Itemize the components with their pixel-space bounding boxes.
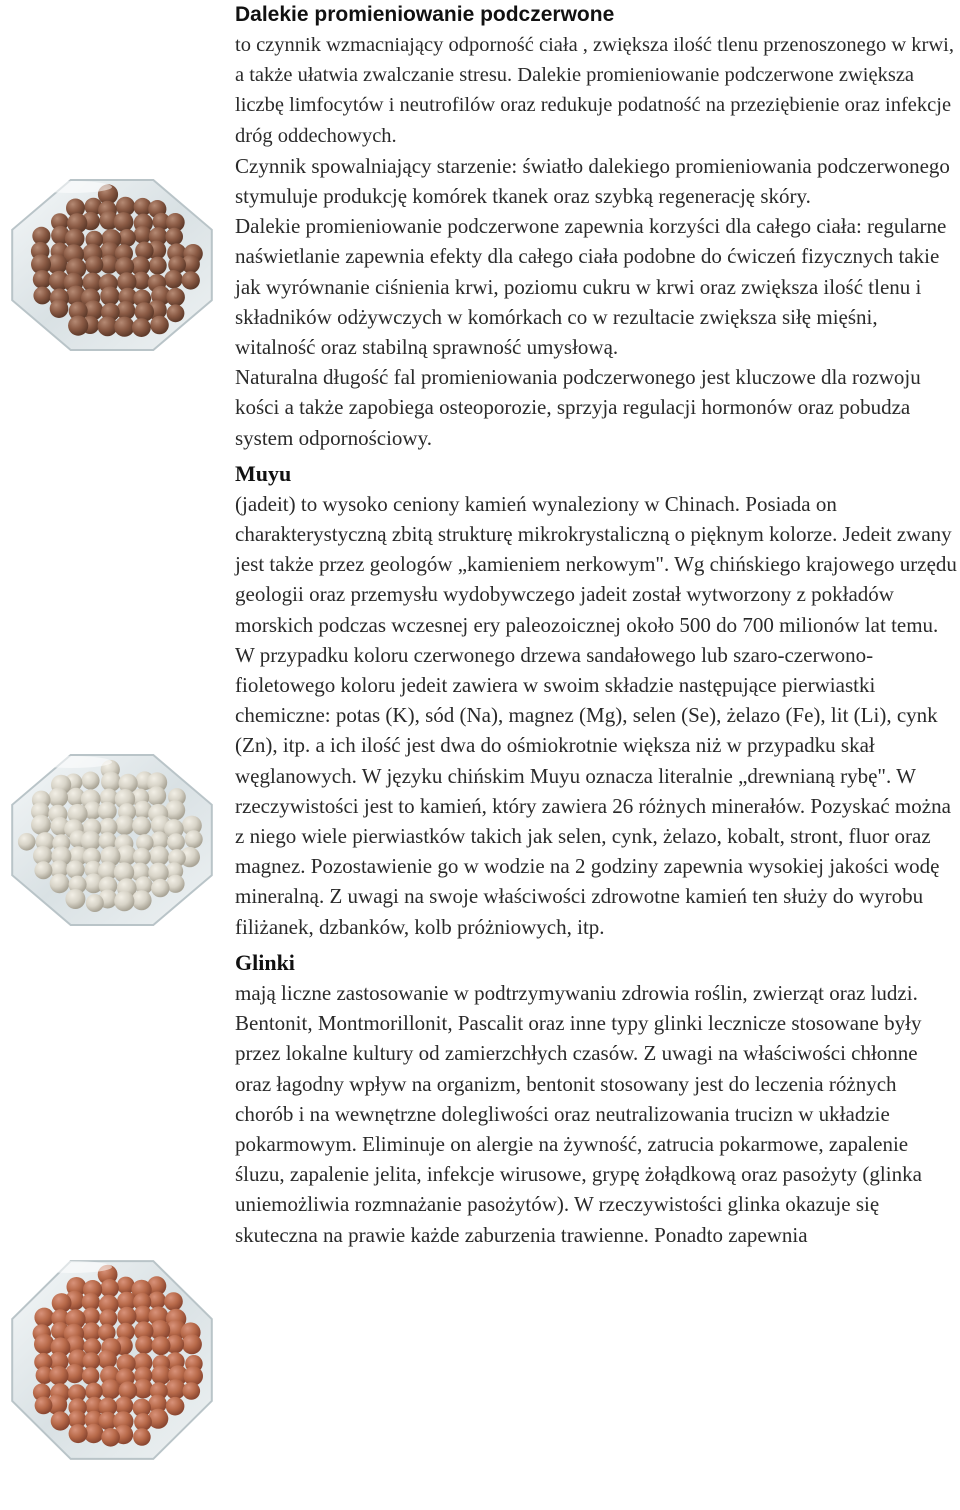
ceramic-ball — [50, 874, 70, 894]
ceramic-ball — [49, 1366, 68, 1385]
ceramic-ball — [100, 286, 119, 305]
ceramic-ball — [34, 861, 52, 879]
ceramic-ball — [166, 1397, 185, 1416]
ceramic-ball — [69, 1424, 88, 1443]
paragraph: Dalekie promieniowanie podczerwone zapewnia korzyści dla całego ciała: regularne naświetlanie zapewnia efekty dla całego ciała podobne do ćwiczeń fizycznych takie jak wyrównanie ciśnienia krwi, poziomu cukru w krwi oraz zwiększa ilość tlenu i składników odżywczych w komórkach co w rezultacie zwiększa siłę mięśni, witalność oraz stabilną sprawność umysłową. — [235, 214, 947, 360]
paragraph: Czynnik spowalniający starzenie: światło dalekiego promieniowania podczerwonego stymuluje produkcję komórek tkanek oraz szybką regenerację skóry. — [235, 153, 950, 209]
ceramic-ball — [165, 228, 183, 246]
paragraph: (jadeit) to wysoko ceniony kamień wynaleziony w Chinach. Posiada on charakterystyczną zbitą strukturę mikrokrystaliczną o pięknym kolorze. Jedeit zwany jest także przez geologów „kamieniem nerkowym". Wg chińskiego krajowego urzędu geologii oraz przemysłu wydobywczego jadeit został wytworzony z pokładów morskich podczas wczesnej ery paleozoicznej około 500 do 700 milionów lat temu. — [235, 491, 957, 637]
article-body — [235, 0, 957, 1250]
paragraph: mają liczne zastosowanie w podtrzymywaniu zdrowia roślin, zwierząt oraz ludzi. Bentonit, Montmorillonit, Pascalit oraz inne typy glinki lecznicze stosowane były przez lokalne kultury od zamierzchłych czasów. Z uwagi na właściwości chłonne oraz łagodny wpływ na organizm, bentonit stosowany jest do leczenia różnych chorób i na wewnętrzne dolegliwości oraz neutralizowania trucizn w układzie pokarmowym. Eliminuje on alergie na żywność, zatrucia pokarmowe, zapalenie śluzu, zapalenie jelita, infekcje wirusowe, grypę żołądkową oraz pasożyty (glinka uniemożliwia rozmnażanie pasożytów). W rzeczywistości glinka okazuje się skuteczna na prawie każde zaburzenia trawienne. Ponadto zapewnia — [235, 980, 922, 1247]
ceramic-ball — [152, 1336, 171, 1355]
ceramic-ball — [98, 802, 117, 821]
ceramic-ball — [100, 1279, 119, 1298]
ceramic-ball — [165, 1379, 185, 1399]
ceramic-ball — [85, 256, 103, 274]
ceramic-ball — [114, 317, 134, 337]
section-title-far-infrared: Dalekie promieniowanie podczerwone — [235, 3, 615, 26]
section-title-glinki: Glinki — [235, 949, 295, 975]
ceramic-ball — [134, 226, 152, 244]
ceramic-ball — [33, 287, 51, 305]
ceramic-ball — [151, 1365, 171, 1385]
ceramic-ball — [167, 833, 185, 851]
ceramic-ball — [150, 316, 169, 335]
ceramic-ball — [167, 304, 185, 322]
ceramic-ball — [132, 318, 151, 337]
paragraph: Naturalna długość fal promieniowania podczerwonego jest kluczowe dla rozwoju kości a także zapobiega osteoporozie, sprzyja regulacji hormonów oraz pobudza system odpornościowy. — [235, 365, 921, 450]
ceramic-ball — [83, 1352, 101, 1370]
orange-balls-bowl-image — [0, 1240, 230, 1470]
ceramic-ball — [165, 800, 185, 820]
ceramic-ball — [34, 1308, 54, 1328]
ceramic-ball — [65, 889, 85, 909]
paragraph: W przypadku koloru czerwonego drzewa sandałowego lub szaro-czerwono- fioletowego koloru jedeit zawiera w swoim składzie następujące pierwiastki chemiczne: potas (K), sód (Na), magnez (Mg), selen (Se), żelazo (Fe), lit (Li), cynk (Zn), itp. a ich ilość jest dwa do ośmiokrotnie większa niż w przypadku skał węglanowych. W języku chińskim Muyu oznacza literalnie „drewnianą rybę". W rzeczywistości jest to kamień, który zawiera 26 różnych minerałów. Pozyskać można z niego wiele pierwiastków takich jak selen, cynk, żelazo, kobalt, stront, fluor oraz magnez. Pozostawienie go w wodzie na 2 godziny zapewnia wysokiej jakości wodę mineralną. Z uwagi na swoje właściwości zdrowotne kamień ten służy do wyrobu filiżanek, dzbanków, kolb próżniowych, itp. — [235, 642, 951, 939]
ceramic-ball — [151, 879, 169, 897]
ceramic-ball — [101, 1379, 121, 1399]
ceramic-ball — [134, 1413, 152, 1431]
glass-highlight — [32, 181, 112, 193]
ceramic-ball — [33, 270, 52, 289]
ceramic-ball — [31, 815, 51, 835]
ceramic-ball — [135, 1336, 153, 1354]
ceramic-ball — [81, 772, 99, 790]
ceramic-ball — [68, 316, 88, 336]
brown-balls-bowl-image — [0, 160, 230, 360]
ceramic-ball — [115, 815, 135, 835]
ceramic-ball — [149, 257, 167, 275]
ceramic-ball — [164, 270, 182, 288]
ceramic-ball — [51, 1411, 70, 1430]
ceramic-ball — [185, 830, 203, 848]
ceramic-ball — [182, 1334, 202, 1354]
ceramic-ball — [50, 299, 69, 318]
ceramic-ball — [18, 833, 36, 851]
ceramic-ball — [86, 894, 104, 912]
glass-highlight — [32, 1261, 112, 1273]
ceramic-ball — [101, 1428, 120, 1447]
ceramic-ball — [48, 788, 68, 808]
ceramic-ball — [114, 891, 134, 911]
paragraph: to czynnik wzmacniający odporność ciała , zwiększa ilość tlenu przenoszonego w krwi, a także ułatwia zwalczanie stresu. Dalekie promieniowanie podczerwone zwiększa liczbę limfocytów i neutrofilów oraz redukuje podatność na przeziębienie oraz infekcje dróg oddechowych. — [235, 34, 954, 147]
ceramic-ball — [132, 816, 151, 835]
section-title-muyu: Muyu — [235, 460, 292, 486]
ceramic-ball — [133, 1428, 151, 1446]
ceramic-ball — [82, 1367, 100, 1385]
ceramic-ball — [35, 1397, 53, 1415]
ceramic-ball — [182, 271, 200, 289]
ceramic-ball — [101, 772, 121, 792]
glass-highlight — [32, 756, 112, 768]
ceramic-ball — [166, 288, 185, 307]
ceramic-ball — [132, 890, 152, 910]
ceramic-ball — [114, 212, 134, 232]
ceramic-ball — [183, 1382, 201, 1400]
ceramic-ball — [147, 786, 166, 805]
ceramic-ball — [164, 1292, 183, 1311]
white-balls-bowl-image — [0, 735, 230, 935]
